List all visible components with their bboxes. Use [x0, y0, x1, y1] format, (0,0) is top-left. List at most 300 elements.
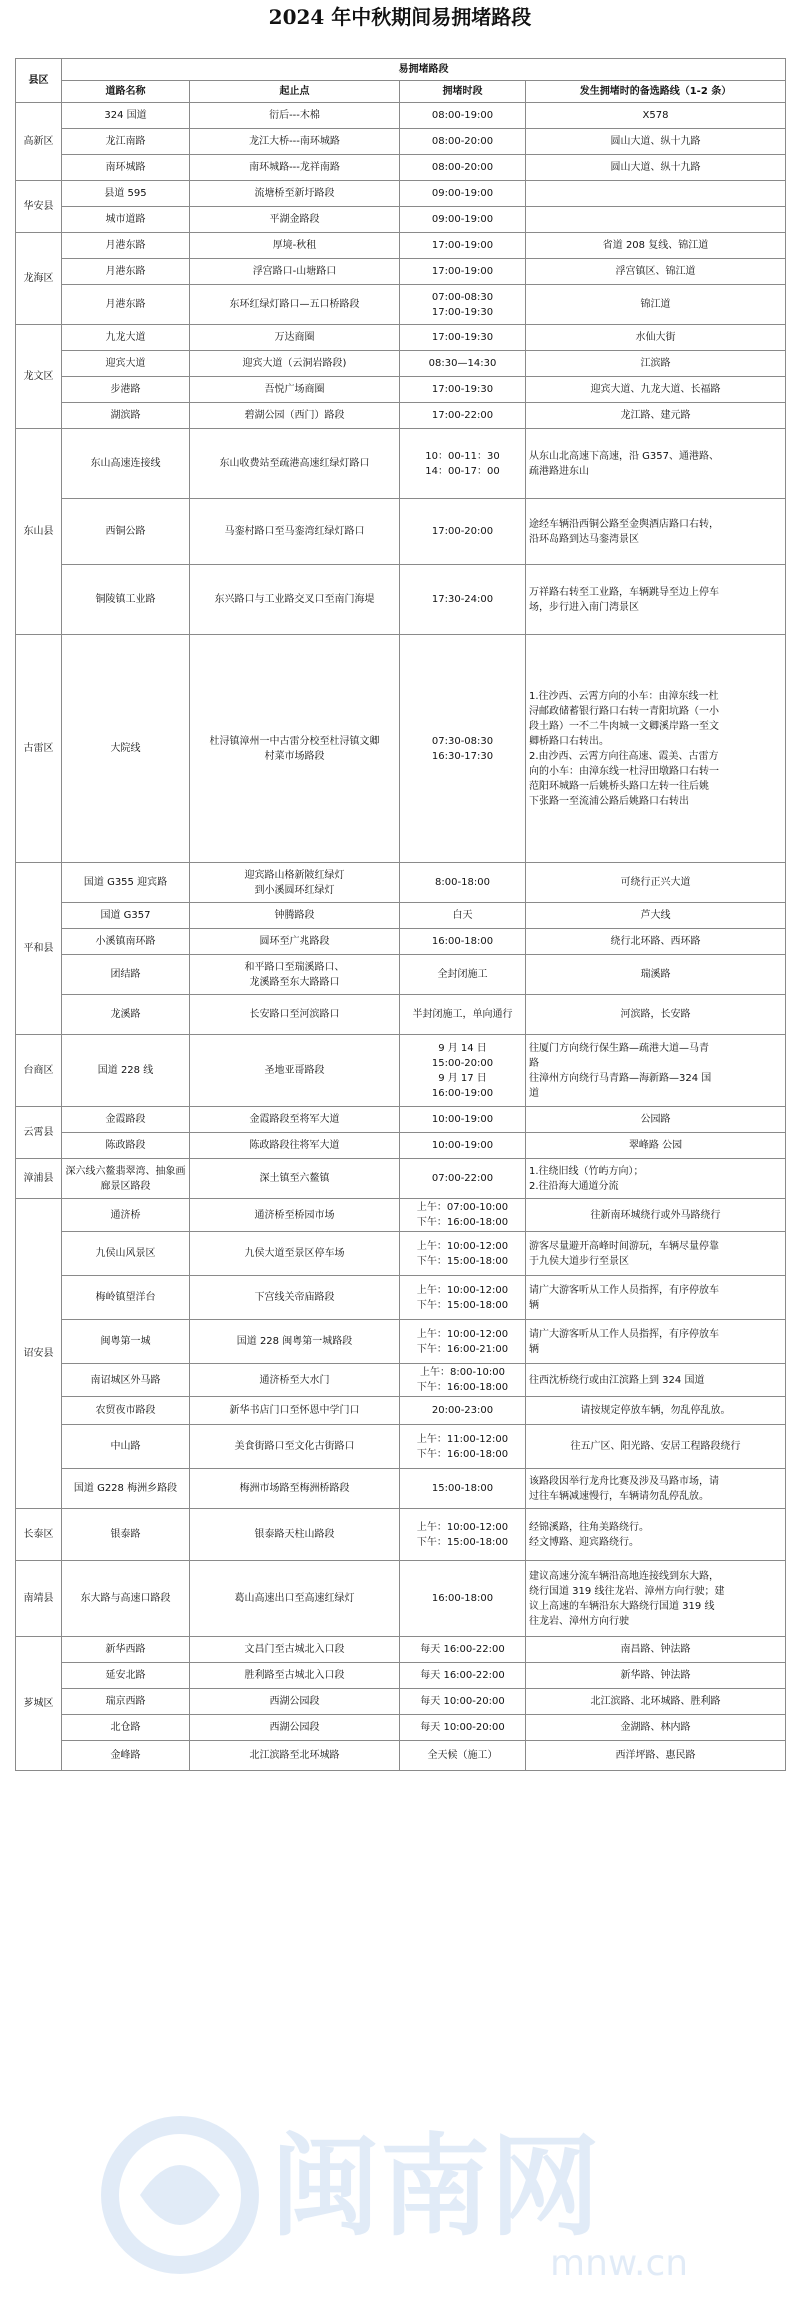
time-cell: [400, 995, 526, 1035]
alt-route-cell: [526, 1159, 786, 1199]
start-end-cell-line: 东环红绿灯路口—五口桥路段: [229, 299, 360, 310]
alt-route-cell-line: 万祥路右转至工业路，车辆跳导至边上停车: [529, 586, 719, 598]
alt-route-cell: [526, 1469, 786, 1509]
start-end-cell-line: 葛山高速出口至高速红绿灯: [234, 1593, 355, 1604]
start-end-cell: [190, 207, 400, 233]
alt-route-cell-line: 请广大游客听从工作人员指挥，有序停放车: [529, 1328, 719, 1340]
time-cell-line: 16:30-17:30: [431, 750, 494, 762]
table-row: [16, 955, 786, 995]
start-end-cell-line: 万达商圈: [274, 332, 315, 343]
alt-route-cell-line: 辆: [529, 1343, 539, 1355]
table-row: [16, 129, 786, 155]
start-end-cell: [190, 1715, 400, 1741]
time-cell: [400, 155, 526, 181]
time-cell-line: 上午：10:00-12:00: [416, 1328, 509, 1340]
alt-route-cell-line: 下张路一至流浦公路后姚路口右转出: [529, 795, 689, 807]
time-cell: [400, 1107, 526, 1133]
start-end-cell-line: 迎宾大道（云洞岩路段): [242, 358, 347, 369]
time-cell-line: 17:00-20:00: [431, 526, 494, 537]
watermark-logo: [90, 2085, 730, 2285]
time-cell-line: 08:00-20:00: [431, 136, 494, 147]
start-end-cell-line: 衍后---木棉: [269, 110, 320, 121]
start-end-cell-line: 陈政路段往将军大道: [249, 1140, 340, 1151]
start-end-cell: [190, 1741, 400, 1771]
time-cell-line: 下午：16:00-18:00: [416, 1382, 509, 1393]
table-row: [16, 1035, 786, 1107]
time-cell: [400, 1276, 526, 1320]
table-row: [16, 1509, 786, 1561]
start-end-cell: [190, 863, 400, 903]
alt-route-cell-line: 于九侯大道步行至景区: [529, 1255, 629, 1267]
alt-route-cell-line: 往西沈桥绕行或由江滨路上到 324 国道: [529, 1374, 705, 1386]
start-end-cell: [190, 129, 400, 155]
time-cell-line: 08:00-19:00: [431, 110, 494, 121]
time-cell-line: 16:00-19:00: [431, 1087, 494, 1099]
start-end-cell: [190, 403, 400, 429]
road-name-cell: 步港路: [62, 377, 190, 403]
alt-route-cell-line: 往厦门方向绕行保生路—疏港大道—马青: [529, 1042, 709, 1054]
alt-route-cell: [526, 955, 786, 995]
time-cell: [400, 1561, 526, 1637]
alt-route-cell-line: 公园路: [640, 1114, 671, 1125]
alt-route-cell-line: 辆: [529, 1299, 539, 1311]
start-end-cell-line: 通济桥至大水门: [259, 1374, 330, 1386]
table-row: [16, 429, 786, 499]
road-name-cell: 国道 G357: [62, 903, 190, 929]
alt-route-cell-line: 翠峰路 公园: [628, 1140, 683, 1151]
table-row: [16, 499, 786, 565]
road-name-cell: 东山高速连接线: [62, 429, 190, 499]
alt-route-cell-line: 圆山大道、纵十九路: [610, 136, 701, 147]
start-end-cell-line: 圣地亚哥路段: [264, 1065, 325, 1076]
start-end-cell: [190, 565, 400, 635]
start-end-cell: [190, 155, 400, 181]
time-cell-line: 下午：16:00-18:00: [416, 1217, 509, 1228]
road-name-cell: 国道 G228 梅洲乡路段: [62, 1469, 190, 1509]
start-end-cell-line: 浮宫路口-山塘路口: [252, 266, 337, 277]
start-end-cell-line: 北江滨路至北环城路: [249, 1750, 340, 1761]
table-row: [16, 995, 786, 1035]
header-row-group: [16, 59, 786, 81]
county-cell: 古雷区: [16, 635, 62, 863]
county-cell: 云霄县: [16, 1107, 62, 1159]
road-name-cell: 南环城路: [62, 155, 190, 181]
time-cell-line: 15:00-18:00: [431, 1483, 494, 1494]
alt-route-cell-line: 游客尽量避开高峰时间游玩，车辆尽量停靠: [529, 1240, 719, 1252]
start-end-cell-line: 平湖金路段: [269, 214, 320, 225]
header-group: 易拥堵路段: [62, 59, 786, 81]
time-cell: [400, 1320, 526, 1364]
time-cell-line: 上午：10:00-12:00: [416, 1521, 509, 1533]
alt-route-cell: [526, 233, 786, 259]
start-end-cell: [190, 635, 400, 863]
alt-route-cell: [526, 325, 786, 351]
time-cell-line: 每天 10:00-20:00: [420, 1722, 505, 1733]
start-end-cell: [190, 1232, 400, 1276]
start-end-cell: [190, 1364, 400, 1397]
table-row: [16, 635, 786, 863]
table-row: [16, 1199, 786, 1232]
start-end-cell: [190, 1663, 400, 1689]
alt-route-cell-line: 建议高速分流车辆沿高地连接线到东大路，: [529, 1570, 719, 1582]
road-name-cell: 新华西路: [62, 1637, 190, 1663]
time-cell-line: 下午：15:00-18:00: [416, 1299, 509, 1311]
watermark-url: mnw.cn: [550, 2243, 689, 2284]
start-end-cell-line: 梅洲市场路至梅洲桥路段: [239, 1483, 350, 1494]
table-row: [16, 103, 786, 129]
time-cell: [400, 565, 526, 635]
table-row: [16, 1689, 786, 1715]
time-cell-line: 9 月 14 日: [438, 1042, 487, 1054]
start-end-cell-line: 下宫线关帝庙路段: [254, 1292, 335, 1303]
table-row: [16, 1663, 786, 1689]
start-end-cell-line: 碧湖公园（西门）路段: [244, 410, 345, 421]
table-row: [16, 1107, 786, 1133]
start-end-cell-line: 通济桥至桥园市场: [254, 1209, 335, 1221]
road-name-cell: 金峰路: [62, 1741, 190, 1771]
time-cell-line: 17:00-19:30: [431, 384, 494, 395]
start-end-cell-line: 吾悦广场商圈: [264, 384, 325, 395]
time-cell-line: 09:00-19:00: [431, 214, 494, 225]
alt-route-cell: [526, 903, 786, 929]
table-row: [16, 351, 786, 377]
alt-route-cell: [526, 351, 786, 377]
alt-route-cell: [526, 377, 786, 403]
time-cell-line: 10:00-19:00: [431, 1140, 494, 1151]
start-end-cell: [190, 929, 400, 955]
time-cell-line: 下午：15:00-18:00: [416, 1536, 509, 1548]
county-cell: 长泰区: [16, 1509, 62, 1561]
alt-route-cell: [526, 635, 786, 863]
alt-route-cell: [526, 1107, 786, 1133]
road-name-cell: 大院线: [62, 635, 190, 863]
time-cell: [400, 377, 526, 403]
table-row: [16, 1561, 786, 1637]
time-cell: [400, 1133, 526, 1159]
time-cell-line: 15:00-20:00: [431, 1057, 494, 1069]
road-name-cell: 东大路与高速口路段: [62, 1561, 190, 1637]
time-cell-line: 17:00-19:30: [431, 306, 494, 318]
start-end-cell: [190, 903, 400, 929]
alt-route-cell: [526, 259, 786, 285]
time-cell: [400, 499, 526, 565]
start-end-cell-line: 金霞路段至将军大道: [249, 1114, 340, 1125]
alt-route-cell-line: 经锦溪路，往角美路绕行。: [529, 1521, 649, 1533]
road-name-cell: 梅岭镇望洋台: [62, 1276, 190, 1320]
start-end-cell: [190, 1637, 400, 1663]
alt-route-cell: [526, 1715, 786, 1741]
time-cell-line: 17:00-22:00: [431, 410, 494, 421]
alt-route-cell-line: 从东山北高速下高速，沿 G357、通港路、: [529, 450, 720, 462]
table-row: [16, 1425, 786, 1469]
alt-route-cell-line: 南昌路、钟法路: [620, 1644, 691, 1655]
road-name-cell: 月港东路: [62, 285, 190, 325]
start-end-cell: [190, 1320, 400, 1364]
alt-route-cell: [526, 1320, 786, 1364]
time-cell: [400, 207, 526, 233]
start-end-cell: [190, 285, 400, 325]
time-cell: [400, 1663, 526, 1689]
time-cell: [400, 1035, 526, 1107]
alt-route-cell-line: 途经车辆沿西铜公路至金舆酒店路口右转，: [529, 518, 719, 530]
table-row: [16, 1637, 786, 1663]
county-cell: 台商区: [16, 1035, 62, 1107]
alt-route-cell-line: 绕行北环路、西环路: [610, 936, 701, 947]
alt-route-cell: [526, 429, 786, 499]
alt-route-cell-line: 道: [529, 1087, 539, 1099]
time-cell-line: 10:00-19:00: [431, 1114, 494, 1125]
start-end-cell: [190, 1276, 400, 1320]
watermark-text: 闽南网: [270, 2123, 600, 2251]
time-cell-line: 下午：16:00-21:00: [416, 1343, 509, 1355]
time-cell-line: 上午：11:00-12:00: [416, 1433, 509, 1445]
time-cell: [400, 1199, 526, 1232]
start-end-cell: [190, 233, 400, 259]
header-alt: 发生拥堵时的备选路线（1-2 条）: [526, 81, 786, 103]
start-end-cell: [190, 103, 400, 129]
alt-route-cell: [526, 1663, 786, 1689]
start-end-cell: [190, 955, 400, 995]
start-end-cell-line: 龙溪路至东大路路口: [249, 976, 340, 988]
road-name-cell: 陈政路段: [62, 1133, 190, 1159]
start-end-cell: [190, 995, 400, 1035]
road-name-cell: 团结路: [62, 955, 190, 995]
table-row: [16, 1741, 786, 1771]
alt-route-cell-line: 绕行国道 319 线往龙岩、漳州方向行驶；建: [529, 1585, 725, 1597]
county-cell: 诏安县: [16, 1199, 62, 1509]
road-name-cell: 西铜公路: [62, 499, 190, 565]
alt-route-cell: [526, 129, 786, 155]
header-time: 拥堵时段: [400, 81, 526, 103]
time-cell: [400, 929, 526, 955]
county-cell: 高新区: [16, 103, 62, 181]
county-cell: 平和县: [16, 863, 62, 1035]
alt-route-cell: [526, 1425, 786, 1469]
road-name-cell: 金霞路段: [62, 1107, 190, 1133]
start-end-cell-line: 九侯大道至景区停车场: [244, 1248, 345, 1259]
start-end-cell: [190, 325, 400, 351]
alt-route-cell: [526, 565, 786, 635]
road-name-cell: 深六线六鳌翡翠湾、抽象画廊景区路段: [62, 1159, 190, 1199]
alt-route-cell-line: 1.往沙西、云霄方向的小车：由漳东线一杜: [529, 690, 719, 702]
alt-route-cell-line: 议上高速的车辆沿东大路绕行国道 319 线: [529, 1600, 715, 1612]
start-end-cell-line: 杜浔镇漳州一中古雷分校至杜浔镇文卿: [209, 735, 380, 747]
header-county: 县区: [16, 59, 62, 103]
time-cell: [400, 903, 526, 929]
time-cell-line: 16:00-18:00: [431, 936, 494, 947]
table-row: [16, 233, 786, 259]
start-end-cell: [190, 377, 400, 403]
time-cell-line: 白天: [452, 910, 473, 921]
county-cell: 东山县: [16, 429, 62, 635]
alt-route-cell: [526, 285, 786, 325]
time-cell-line: 17:00-19:00: [431, 266, 494, 277]
start-end-cell: [190, 1035, 400, 1107]
start-end-cell: [190, 181, 400, 207]
start-end-cell-line: 国道 228 闽粤第一城路段: [236, 1336, 353, 1347]
alt-route-cell-line: 请广大游客听从工作人员指挥，有序停放车: [529, 1284, 719, 1296]
start-end-cell-line: 到小溪圆环红绿灯: [254, 884, 335, 896]
start-end-cell: [190, 1425, 400, 1469]
alt-route-cell-line: 圆山大道、纵十九路: [610, 162, 701, 173]
start-end-cell-line: 美食街路口至文化古街路口: [234, 1441, 355, 1452]
alt-route-cell-line: 往漳州方向绕行马青路—海新路—324 国: [529, 1072, 712, 1084]
time-cell-line: 9 月 17 日: [438, 1072, 487, 1084]
congestion-table: [15, 58, 786, 1771]
start-end-cell: [190, 499, 400, 565]
start-end-cell-line: 新华书店门口至怀恩中学门口: [229, 1405, 360, 1416]
time-cell-line: 上午：07:00-10:00: [416, 1202, 509, 1213]
time-cell: [400, 429, 526, 499]
table-row: [16, 903, 786, 929]
alt-route-cell-line: 1.往绕旧线（竹屿方向）；: [529, 1165, 644, 1177]
time-cell: [400, 181, 526, 207]
alt-route-cell-line: 浔邮政储蓄银行路口右转一青阳坑路（一小: [529, 705, 719, 717]
alt-route-cell: [526, 103, 786, 129]
alt-route-cell: [526, 929, 786, 955]
table-row: [16, 1133, 786, 1159]
alt-route-cell-line: 龙江路、建元路: [620, 410, 691, 421]
start-end-cell: [190, 1159, 400, 1199]
time-cell-line: 每天 10:00-20:00: [420, 1696, 505, 1707]
start-end-cell: [190, 1509, 400, 1561]
time-cell: [400, 1159, 526, 1199]
alt-route-cell-line: 请按规定停放车辆，勿乱停乱放。: [580, 1405, 731, 1416]
road-name-cell: 湖滨路: [62, 403, 190, 429]
time-cell-line: 下午：15:00-18:00: [416, 1255, 509, 1267]
time-cell: [400, 1469, 526, 1509]
start-end-cell-line: 东兴路口与工业路交叉口至南门海堤: [214, 594, 375, 605]
time-cell: [400, 351, 526, 377]
time-cell: [400, 129, 526, 155]
alt-route-cell-line: 北江滨路、北环城路、胜利路: [590, 1696, 721, 1707]
start-end-cell: [190, 351, 400, 377]
time-cell: [400, 325, 526, 351]
alt-route-cell: [526, 863, 786, 903]
start-end-cell-line: 南环城路---龙祥南路: [249, 162, 340, 173]
start-end-cell: [190, 1469, 400, 1509]
time-cell: [400, 1637, 526, 1663]
table-row: [16, 259, 786, 285]
alt-route-cell-line: 2.由沙西、云霄方向往高速、霞美、古雷方: [529, 750, 719, 762]
time-cell: [400, 285, 526, 325]
alt-route-cell-line: 往五广区、阳光路、安居工程路段绕行: [570, 1441, 741, 1452]
road-name-cell: 月港东路: [62, 259, 190, 285]
header-start-end: 起止点: [190, 81, 400, 103]
alt-route-cell: [526, 1561, 786, 1637]
alt-route-cell-line: 水仙大街: [635, 332, 676, 343]
table-row: [16, 207, 786, 233]
start-end-cell: [190, 1561, 400, 1637]
time-cell-line: 8:00-18:00: [435, 877, 490, 888]
road-name-cell: 瑞京西路: [62, 1689, 190, 1715]
road-name-cell: 龙江南路: [62, 129, 190, 155]
road-name-cell: 北仓路: [62, 1715, 190, 1741]
road-name-cell: 银泰路: [62, 1509, 190, 1561]
alt-route-cell-line: 新华路、钟法路: [620, 1670, 691, 1681]
time-cell: [400, 259, 526, 285]
time-cell-line: 07:30-08:30: [431, 735, 494, 747]
alt-route-cell-line: 省道 208 复线、锦江道: [602, 240, 709, 251]
time-cell-line: 全封闭施工: [437, 969, 488, 980]
time-cell: [400, 955, 526, 995]
time-cell-line: 20:00-23:00: [431, 1405, 494, 1416]
start-end-cell-line: 厚境-秋租: [272, 240, 317, 251]
header-road: 道路名称: [62, 81, 190, 103]
alt-route-cell-line: 2.往沿海大通道分流: [529, 1180, 619, 1192]
road-name-cell: 铜陵镇工业路: [62, 565, 190, 635]
alt-route-cell: [526, 1232, 786, 1276]
time-cell-line: 每天 16:00-22:00: [420, 1670, 505, 1681]
table-row: [16, 1232, 786, 1276]
table-row: [16, 1364, 786, 1397]
alt-route-cell: [526, 1741, 786, 1771]
time-cell: [400, 1715, 526, 1741]
table-row: [16, 403, 786, 429]
time-cell-line: 08:30—14:30: [428, 358, 497, 369]
alt-route-cell-line: 芦大线: [640, 910, 671, 921]
alt-route-cell: [526, 995, 786, 1035]
road-name-cell: 通济桥: [62, 1199, 190, 1232]
alt-route-cell: [526, 1133, 786, 1159]
road-name-cell: 城市道路: [62, 207, 190, 233]
time-cell-line: 09:00-19:00: [431, 188, 494, 199]
alt-route-cell-line: 沿环岛路到达马銮湾景区: [529, 533, 639, 545]
table-row: [16, 155, 786, 181]
alt-route-cell: [526, 1199, 786, 1232]
county-cell: 龙海区: [16, 233, 62, 325]
start-end-cell: [190, 1199, 400, 1232]
road-name-cell: 324 国道: [62, 103, 190, 129]
table-row: [16, 377, 786, 403]
time-cell-line: 08:00-20:00: [431, 162, 494, 173]
time-cell-line: 上午：10:00-12:00: [416, 1284, 509, 1296]
time-cell: [400, 1425, 526, 1469]
start-end-cell-line: 和平路口至瑞溪路口、: [244, 961, 345, 973]
alt-route-cell: [526, 181, 786, 207]
alt-route-cell-line: X578: [642, 110, 669, 121]
start-end-cell-line: 龙江大桥---南环城路: [249, 136, 340, 147]
time-cell-line: 17:00-19:30: [431, 332, 494, 343]
alt-route-cell-line: 往新南环城绕行或外马路绕行: [590, 1209, 721, 1221]
alt-route-cell-line: 段土路）一不二牛肉城一文卿溪岸路一至文: [529, 720, 719, 732]
alt-route-cell-line: 浮宫镇区、锦江道: [615, 266, 696, 277]
alt-route-cell-line: 江滨路: [640, 358, 671, 369]
alt-route-cell-line: 可绕行正兴大道: [620, 877, 691, 888]
alt-route-cell-line: 锦江道: [640, 299, 671, 310]
start-end-cell: [190, 259, 400, 285]
time-cell-line: 上午：10:00-12:00: [416, 1240, 509, 1252]
alt-route-cell: [526, 403, 786, 429]
time-cell-line: 16:00-18:00: [431, 1593, 494, 1604]
time-cell-line: 下午：16:00-18:00: [416, 1448, 509, 1460]
time-cell-line: 17:30-24:00: [431, 594, 494, 605]
county-cell: 芗城区: [16, 1637, 62, 1771]
alt-route-cell-line: 向的小车：由漳东线一杜浔田墩路口右转一: [529, 765, 719, 777]
start-end-cell-line: 深土镇至六鳌镇: [259, 1173, 330, 1184]
start-end-cell-line: 钟腾路段: [274, 910, 315, 921]
county-cell: 华安县: [16, 181, 62, 233]
road-name-cell: 九侯山风景区: [62, 1232, 190, 1276]
alt-route-cell-line: 经文博路、迎宾路绕行。: [529, 1536, 639, 1548]
alt-route-cell-line: 场，步行进入南门湾景区: [529, 601, 639, 613]
road-name-cell: 月港东路: [62, 233, 190, 259]
start-end-cell-line: 流塘桥至新圩路段: [254, 188, 335, 199]
time-cell-line: 17:00-19:00: [431, 240, 494, 251]
alt-route-cell-line: 迎宾大道、九龙大道、长福路: [590, 384, 721, 395]
county-cell: 漳浦县: [16, 1159, 62, 1199]
time-cell-line: 10：00-11：30: [425, 450, 500, 462]
